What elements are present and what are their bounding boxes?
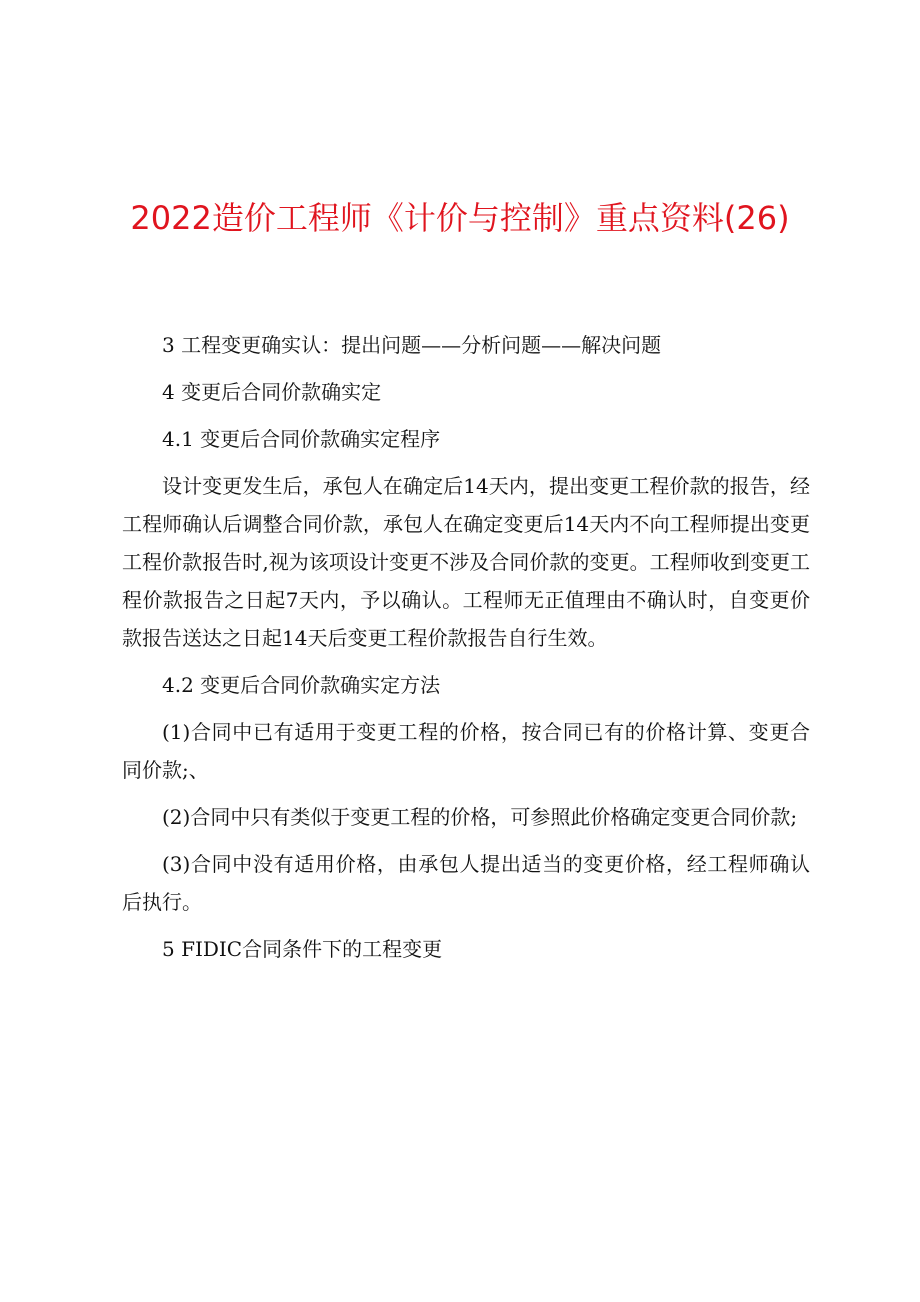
paragraph-procedure-body: 设计变更发生后，承包人在确定后14天内，提出变更工程价款的报告，经工程师确认后调整合同价款，承包人在确定变更后14天内不向工程师提出变更工程价款报告时,视为该项设计变更不涉及合同价款的变更。工程师收到变更工程价款报告之日起7天内，予以确认。工程师无正值理由不确认时，自变更价款报告送达之日起14天后变更工程价款报告自行生效。 — [122, 474, 810, 650]
list-item-3: (3)合同中没有适用价格，由承包人提出适当的变更价格，经工程师确认后执行。 — [122, 852, 810, 914]
document-title: 2022造价工程师《计价与控制》重点资料(26) — [130, 199, 790, 237]
paragraph-3-confirmation: 3 工程变更确实认：提出问题——分析问题——解决问题 — [162, 333, 662, 357]
list-item-2: (2)合同中只有类似于变更工程的价格，可参照此价格确定变更合同价款; — [162, 805, 798, 829]
list-item-1: (1)合同中已有适用于变更工程的价格，按合同已有的价格计算、变更合同价款;、 — [122, 720, 810, 782]
heading-4-2-method: 4.2 变更后合同价款确实定方法 — [162, 673, 441, 697]
heading-4-1-procedure: 4.1 变更后合同价款确实定程序 — [162, 427, 441, 451]
heading-4-price-determination: 4 变更后合同价款确实定 — [162, 380, 382, 404]
heading-5-fidic: 5 FIDIC合同条件下的工程变更 — [162, 937, 443, 961]
document-body — [122, 326, 810, 977]
